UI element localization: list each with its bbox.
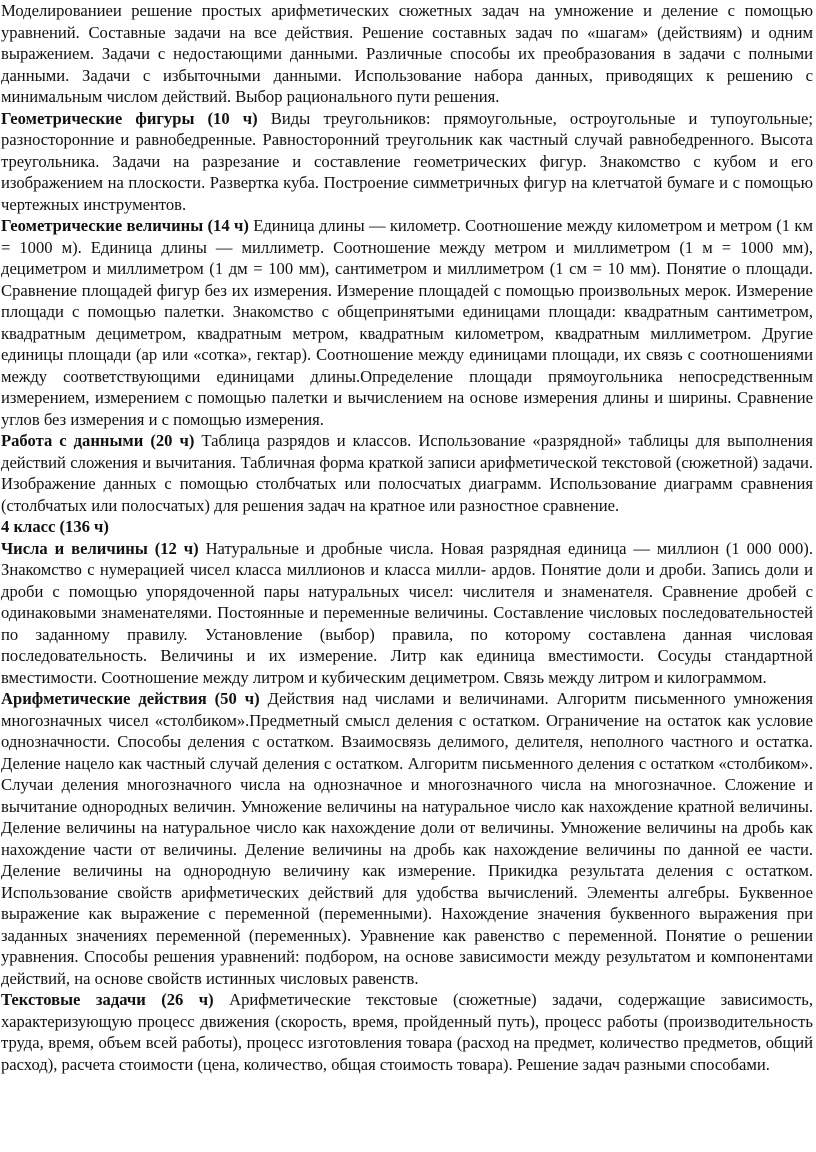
paragraph-word-problems [1,0,813,108]
paragraph-arithmetic-operations [1,688,813,989]
section-heading: Арифметические действия (50 ч) [1,689,260,708]
paragraph-numbers-quantities [1,538,813,689]
section-heading: Числа и величины (12 ч) [1,538,199,558]
paragraph-text: Арифметические текстовые (сюжетные) задачи, содержащие зависимость, характеризующую процесс движения (скорость, время, пройденный путь), процесс работы (производительность труда, время, объем всей работы), процесс изготовления товара (расход на предмет, количество предметов, общий расход), расчета стоимости (цена, количество, общая стоимость товара). Решение задач разными способами. [1,990,813,1074]
paragraph-text: Единица длины — километр. Соотношение между километром и метром (1 км = 1000 м). Единица длины — миллиметр. Соотношение между метром и миллиметром (1 м = 1000 мм), дециметром и миллиметром (1 дм = 100 мм), сантиметром и миллиметром (1 см = 10 мм). Понятие о площади. Сравнение площадей фигур без их измерения. Измерение площадей с помощью произвольных мерок. Измерение площади с помощью палетки. Знакомство с общепринятыми единицами площади: квадратным сантиметром, квадратным дециметром, квадратным метром, квадратным километром, квадратным миллиметром. Другие единицы площади (ар или «сотка», гектар). Соотношение между единицами площади, их связь с соотношениями между соответствующими единицами длины.Определение площади прямоугольника непосредственным измерением, измерением с помощью палетки и вычислением на основе измерения длины и ширины. Сравнение углов без измерения и с помощью измерения. [1,216,813,429]
paragraph-text: Натуральные и дробные числа. Новая разрядная единица — миллион (1 000 000). Знакомство с нумерацией чисел класса миллионов и класса милли- ардов. Понятие доли и дроби. Запись доли и дроби с помощью упорядоченной пары натуральных чисел: числителя и знаменателя. Сравнение дробей с одинаковыми знаменателями. Постоянные и переменные величины. Составление числовых последовательностей по заданному правилу. Установление (выбор) правила, по которому составлена данная числовая последовательность. Величины и их измерение. Литр как единица вместимости. Сосуды стандартной вместимости. Соотношение между литром и кубическим дециметром. Связь между литром и килограммом. [1,538,813,687]
paragraph-geometric-quantities [1,215,813,430]
paragraph-text: Моделированиеи решение простых арифметических сюжетных задач на умножение и деление с помощью уравнений. Составные задачи на все действия. Решение составных задач по «шагам» (действиям) и одним выражением. Задачи с недостающими данными. Различные способы их преобразования в задачи с полными данными. Задачи с избыточными данными. Использование набора данных, приводящих к решению с минимальным числом действий. Выбор рационального пути решения. [1,1,813,106]
grade-heading: 4 класс (136 ч) [1,517,109,536]
section-heading: Геометрические величины (14 ч) [1,216,249,235]
paragraph-text-problems [1,989,813,1075]
paragraph-geometric-figures [1,108,813,216]
section-heading: Текстовые задачи (26 ч) [1,990,214,1009]
paragraph-text: Действия над числами и величинами. Алгоритм письменного умножения многозначных чисел «столбиком».Предметный смысл деления с остатком. Ограничение на остаток как условие однозначности. Способы деления с остатком. Взаимосвязь делимого, делителя, неполного частного и остатка. Деление нацело как частный случай деления с остатком. Алгоритм письменного деления с остатком «столбиком». Случаи деления многозначного числа на однозначное и многозначного числа на многозначное. Сложение и вычитание однородных величин. Умножение величины на натуральное число как нахождение кратной величины. Деление величины на натуральное число как нахождение доли от величины. Умножение величины на дробь как нахождение части от величины. Деление величины на дробь как нахождение величины по данной ее части. Деление величины на однородную величину как измерение. Прикидка результата деления с остатком. Использование свойств арифметических действий для удобства вычислений. Элементы алгебры. Буквенное выражение как выражение с переменной (переменными). Нахождение значения буквенного выражения при заданных значениях переменной (переменных). Уравнение как равенство с переменной. Понятие о решении уравнения. Способы решения уравнений: подбором, на основе зависимости между результатом и компонентами действий, на основе свойств истинных числовых равенств. [1,689,813,988]
paragraph-text: Виды треугольников: прямоугольные, остроугольные и тупоугольные; разносторонние и равнобедренные. Равносторонний треугольник как частный случай равнобедренного. Высота треугольника. Задачи на разрезание и составление геометрических фигур. Знакомство с кубом и его изображением на плоскости. Развертка куба. Построение симметричных фигур на клетчатой бумаге и с помощью чертежных инструментов. [1,108,813,214]
section-heading: Геометрические фигуры (10 ч) [1,108,258,128]
section-heading: Работа с данными (20 ч) [1,431,195,450]
paragraph-data-work [1,430,813,516]
paragraph-text: Таблица разрядов и классов. Использование «разрядной» таблицы для выполнения действий сложения и вычитания. Табличная форма краткой записи арифметической текстовой (сюжетной) задачи. Изображение данных с помощью столбчатых или полосчатых диаграмм. Использование диаграмм сравнения (столбчатых или полосчатых) для решения задач на кратное или разностное сравнение. [1,431,813,515]
